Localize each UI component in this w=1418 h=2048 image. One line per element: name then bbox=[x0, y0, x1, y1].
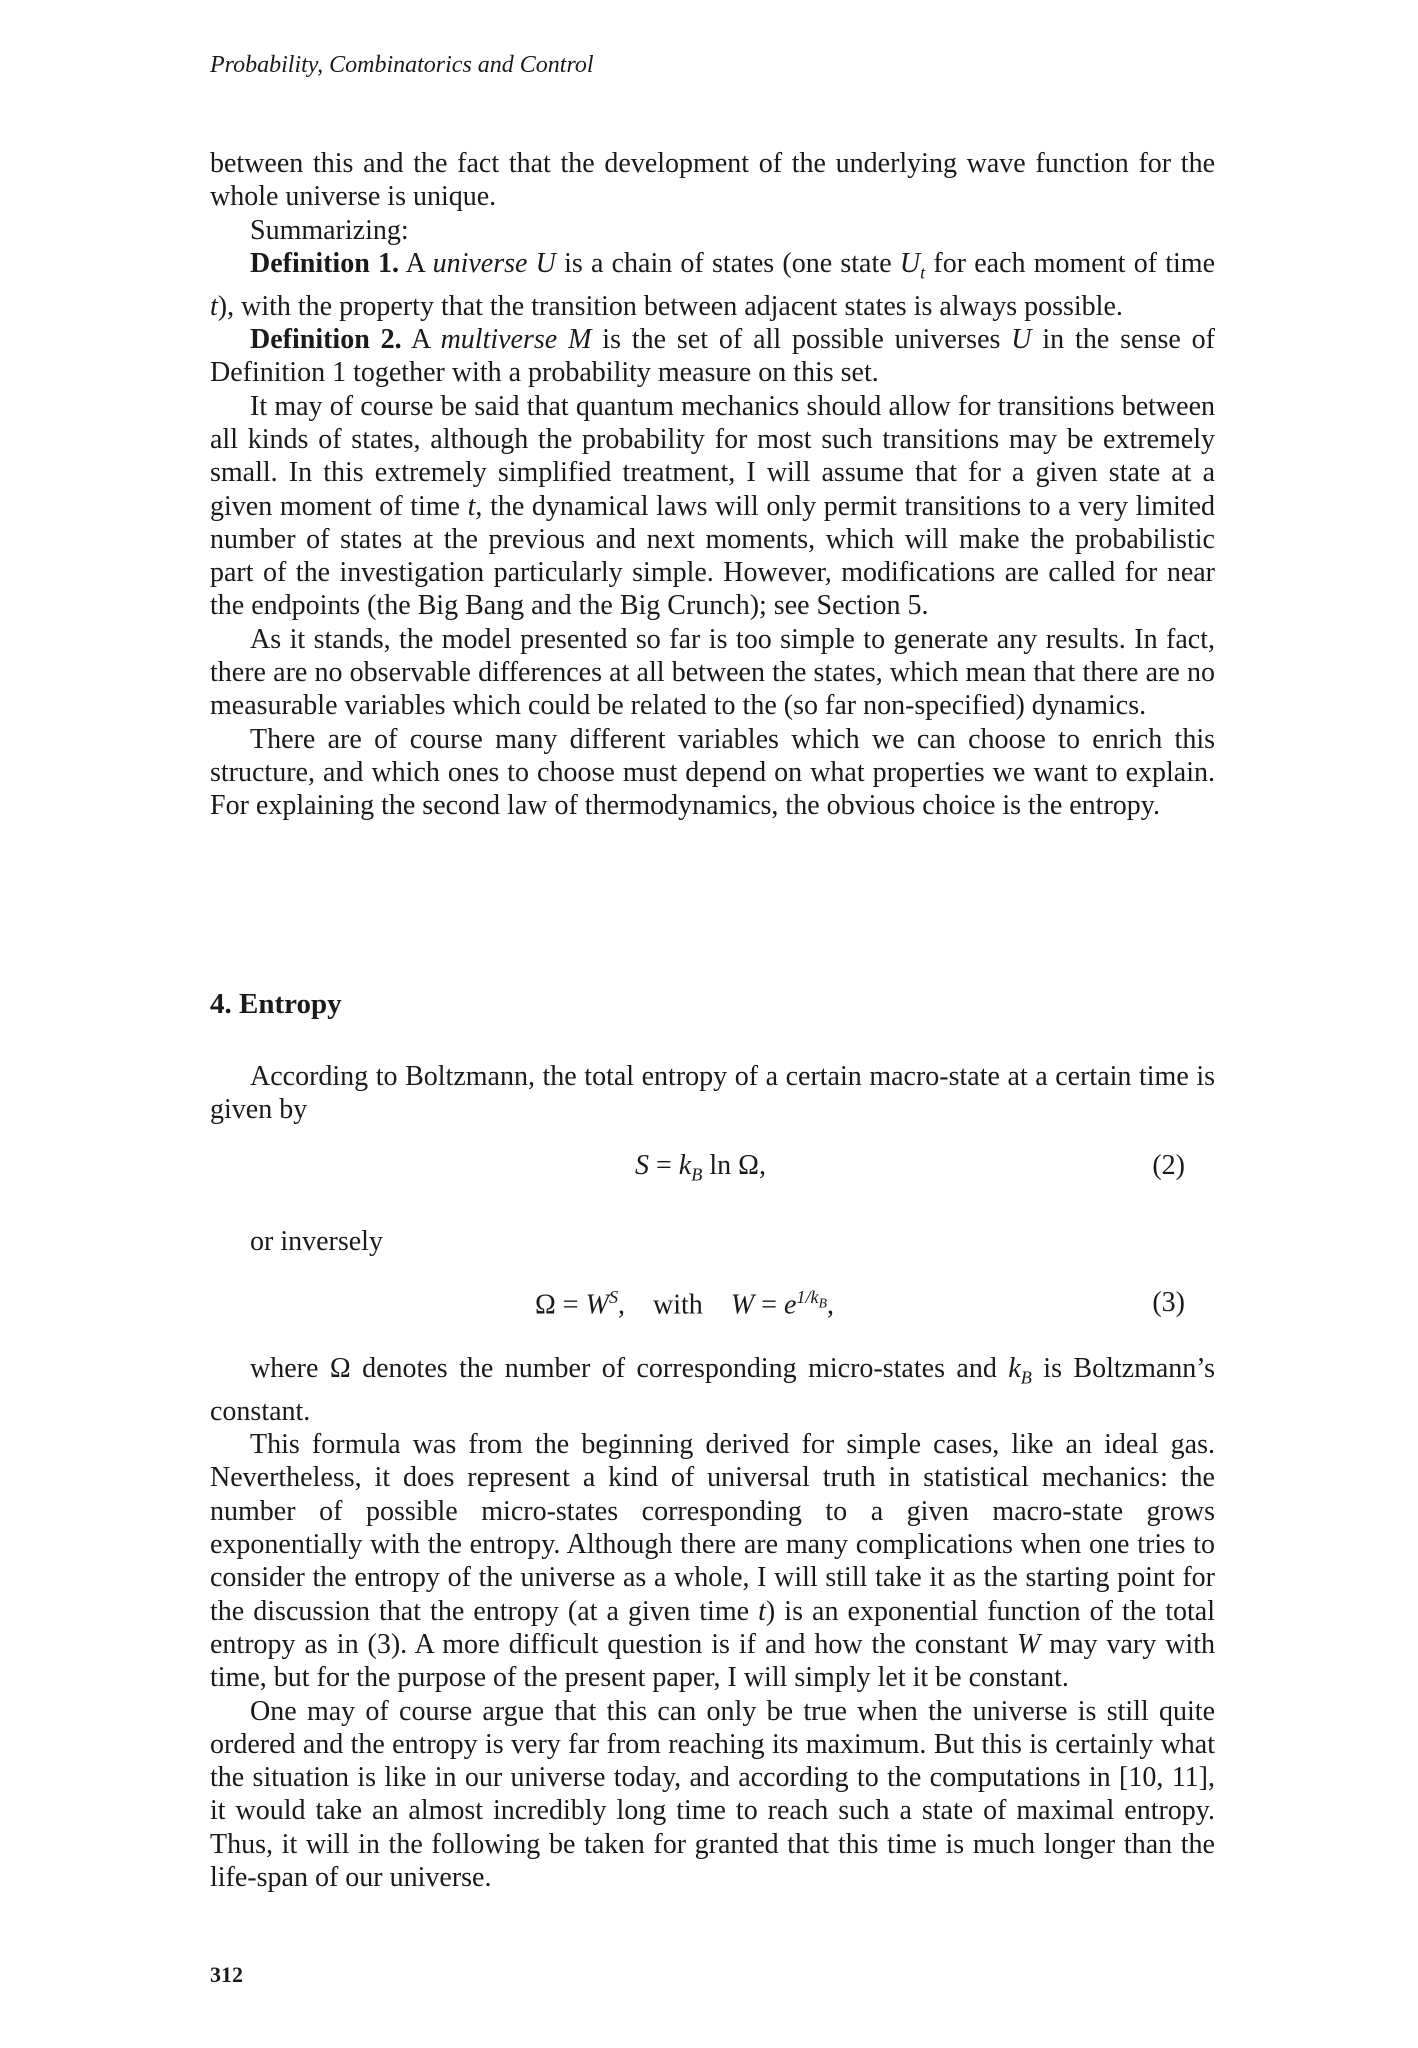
section-text bbox=[210, 1060, 1215, 1127]
math-e: e bbox=[783, 1289, 797, 1321]
paragraph-argue: One may of course argue that this can only be true when the universe is still quite ordered and the entropy is very far from reaching its maximum. But this is certainly what the situation is like in our universe today, and according to the computations in [10, 11], it would take an almost incredibly long time to reach such a state of maximal entropy. Thus, it will in the following be taken for granted that this time is much longer than the life-span of our universe. bbox=[210, 1695, 1215, 1894]
math-k: k bbox=[678, 1150, 692, 1181]
equation-2-math bbox=[635, 1150, 766, 1186]
paragraph-boltzmann: According to Boltzmann, the total entropy of a certain macro-state at a certain time is given by bbox=[210, 1061, 1215, 1126]
math-equals: = bbox=[649, 1150, 679, 1181]
text-span: is Boltzmann’s constant. bbox=[210, 1353, 1215, 1427]
running-head: Probability, Combinatorics and Control bbox=[210, 52, 594, 78]
math-omega-equals: Ω = bbox=[535, 1289, 586, 1321]
paragraph-summarizing: Summarizing: bbox=[250, 214, 409, 246]
math-W: W bbox=[730, 1289, 755, 1321]
text-span: ), with the property that the transition between adjacent states is always possible. bbox=[217, 290, 1123, 322]
definition-1 bbox=[210, 247, 1215, 323]
term-multiverse: multiverse M bbox=[440, 324, 592, 356]
math-subscript-t: t bbox=[920, 262, 926, 283]
definition-1-label: Definition 1. bbox=[250, 247, 399, 279]
math-t: t bbox=[210, 290, 218, 322]
text-span: ) is an exponential function of the total entropy as in (3). A more difficult question is if and how the constant bbox=[210, 1595, 1216, 1660]
text-span: This formula was from the beginning derived for simple cases, like an ideal gas. Nevertheless, it does represent a kind of universal truth in statistical mechanics: the number of possible micro-states corresponding to a given macro-state grows exponentially with the entropy. Although there are many complications when one tries to consider the entropy of the universe as a whole, I will still take it as the starting point for the discussion that the entropy (at a given time bbox=[210, 1429, 1215, 1627]
text-span: where Ω denotes the number of corresponding micro-states and bbox=[250, 1353, 1009, 1384]
text-span: is a chain of states (one state bbox=[555, 247, 900, 279]
equation-3-number: (3) bbox=[1152, 1287, 1185, 1318]
text-span: in the sense of Definition 1 together with a probability measure on this set. bbox=[210, 324, 1215, 389]
text-span: , the dynamical laws will only permit transitions to a very limited number of states at the previous and next moments, which will make the probabilistic part of the investigation particularly simple. However, modifications are called for near the endpoints (the Big Bang and the Big Crunch); see Section 5. bbox=[210, 490, 1216, 622]
math-k: k bbox=[1008, 1353, 1021, 1384]
page-number: 312 bbox=[210, 1962, 243, 1987]
text-span: It may of course be said that quantum mechanics should allow for transitions between all kinds of states, although the probability for most such transitions may be extremely small. In this extremely simplified treatment, I will assume that for a given state at a given moment of time bbox=[210, 390, 1215, 522]
equation-2 bbox=[210, 1150, 1215, 1190]
term-universe: universe U bbox=[432, 247, 556, 279]
math-subscript-B: B bbox=[691, 1164, 703, 1185]
definition-2-label: Definition 2. bbox=[250, 324, 402, 356]
math-S: S bbox=[635, 1150, 649, 1181]
math-superscript-S: S bbox=[608, 1287, 619, 1307]
section-text-main bbox=[210, 1352, 1215, 1894]
math-comma: , bbox=[618, 1289, 626, 1321]
math-t: t bbox=[467, 490, 476, 522]
body-text bbox=[210, 147, 1215, 823]
math-ln-omega: ln Ω, bbox=[702, 1150, 766, 1181]
definition-2 bbox=[210, 323, 1215, 390]
math-comma: , bbox=[826, 1289, 834, 1321]
equation-2-number: (2) bbox=[1152, 1150, 1185, 1181]
math-superscript-1-over-k: 1/k bbox=[796, 1287, 819, 1307]
math-W: W bbox=[585, 1289, 609, 1321]
paragraph-where-omega bbox=[210, 1352, 1215, 1428]
paragraph-continuation: between this and the fact that the development of the underlying wave function for the whole universe is unique. bbox=[210, 148, 1215, 213]
text-span: A bbox=[399, 247, 433, 279]
equation-3 bbox=[210, 1287, 1215, 1327]
math-t: t bbox=[758, 1595, 766, 1627]
math-U: U bbox=[899, 247, 921, 279]
math-with: with bbox=[653, 1289, 703, 1321]
text-span: A bbox=[401, 324, 441, 356]
text-span: may vary with time, but for the purpose of the present paper, I will simply let it be constant. bbox=[210, 1628, 1215, 1694]
math-W: W bbox=[1017, 1628, 1041, 1660]
text-span: for each moment of time bbox=[925, 247, 1216, 279]
section-text-inversely bbox=[210, 1225, 1215, 1258]
math-subscript-B: B bbox=[1020, 1367, 1032, 1388]
math-U: U bbox=[1011, 324, 1032, 356]
math-equals: = bbox=[754, 1289, 784, 1321]
section-heading: 4. Entropy bbox=[210, 988, 342, 1020]
paragraph-inversely: or inversely bbox=[250, 1226, 383, 1257]
equation-3-math bbox=[535, 1287, 834, 1321]
paragraph-quantum-transitions bbox=[210, 390, 1215, 623]
math-subscript-B: B bbox=[818, 1295, 827, 1311]
paragraph-model-simple: As it stands, the model presented so far is too simple to generate any results. In fact, there are no observable differences at all between the states, which mean that there are no measurable variables which could be related to the (so far non-specified) dynamics. bbox=[210, 623, 1215, 722]
paragraph-formula bbox=[210, 1428, 1215, 1694]
text-span: is the set of all possible universes bbox=[591, 324, 1012, 356]
paragraph-variables: There are of course many different variables which we can choose to enrich this structure, and which ones to choose must depend on what properties we want to explain. For explaining the second law of thermodynamics, the obvious choice is the entropy. bbox=[210, 723, 1215, 822]
